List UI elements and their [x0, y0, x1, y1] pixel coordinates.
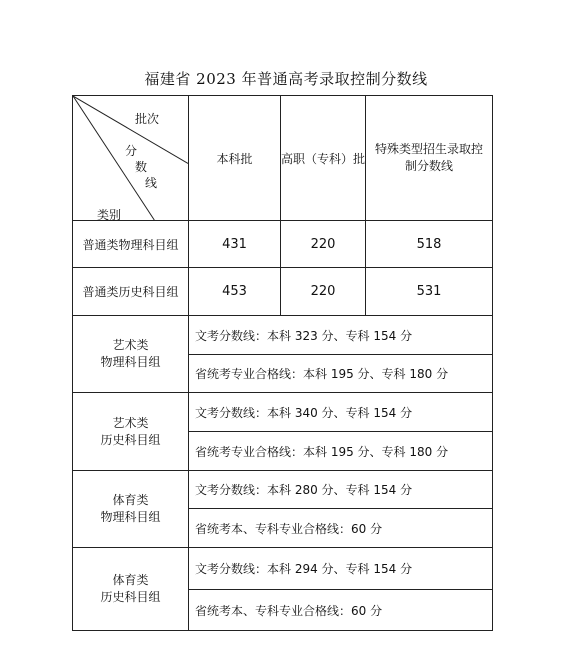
group-category: [73, 393, 189, 471]
undergrad-score: 431: [189, 221, 281, 268]
score-table: [72, 95, 493, 631]
group-category-line2: 物理科目组: [100, 510, 161, 524]
group-category: [73, 548, 189, 631]
group-category-line2: 历史科目组: [100, 432, 161, 447]
diag-label-category: 类别: [97, 208, 122, 222]
header-row: [73, 96, 493, 221]
vocational-score: 220: [281, 268, 366, 316]
special-score: 531: [366, 268, 493, 316]
group-category: [73, 471, 189, 548]
vocational-score: 220: [281, 221, 366, 268]
table-row: [73, 221, 493, 268]
group-category-line1: 艺术类: [112, 338, 149, 352]
row-category: 普通类历史科目组: [73, 268, 189, 316]
group-category: [73, 316, 189, 393]
group-row: [73, 393, 493, 432]
culture-score-line: 文考分数线：本科 294 分、专科 154 分: [189, 548, 493, 590]
diagonal-header-cell: [73, 96, 189, 221]
professional-pass-line: 省统考专业合格线：本科 195 分、专科 180 分: [189, 432, 493, 471]
professional-pass-line: 省统考本、专科专业合格线：60 分: [189, 509, 493, 548]
diag-label-batch: 批次: [135, 112, 160, 126]
col-header-special-line2: 制分数线: [404, 159, 453, 173]
group-category-line2: 历史科目组: [100, 590, 161, 604]
group-row: [73, 471, 493, 509]
col-header-vocational: 高职（专科）批: [281, 96, 366, 221]
group-category-line1: 体育类: [112, 493, 149, 507]
special-score: 518: [366, 221, 493, 268]
col-header-special: [366, 96, 493, 221]
group-row: [73, 316, 493, 355]
row-category: 普通类物理科目组: [73, 221, 189, 268]
group-row: [73, 548, 493, 590]
diag-label-score-2: 数: [135, 160, 148, 174]
group-category-line1: 体育类: [112, 573, 149, 587]
culture-score-line: 文考分数线：本科 323 分、专科 154 分: [189, 316, 493, 355]
page-title: 福建省 2023 年普通高考录取控制分数线: [144, 70, 428, 88]
culture-score-line: 文考分数线：本科 280 分、专科 154 分: [189, 471, 493, 509]
undergrad-score: 453: [189, 268, 281, 316]
group-category-line2: 物理科目组: [100, 355, 161, 369]
table-row: [73, 268, 493, 316]
diag-label-score-1: 分: [125, 144, 138, 158]
col-header-undergrad: 本科批: [189, 96, 281, 221]
culture-score-line: 文考分数线：本科 340 分、专科 154 分: [189, 393, 493, 432]
diag-label-score-3: 线: [145, 176, 158, 190]
col-header-special-line1: 特殊类型招生录取控: [374, 142, 483, 156]
group-category-line1: 艺术类: [112, 415, 149, 430]
professional-pass-line: 省统考本、专科专业合格线：60 分: [189, 590, 493, 631]
professional-pass-line: 省统考专业合格线：本科 195 分、专科 180 分: [189, 355, 493, 393]
